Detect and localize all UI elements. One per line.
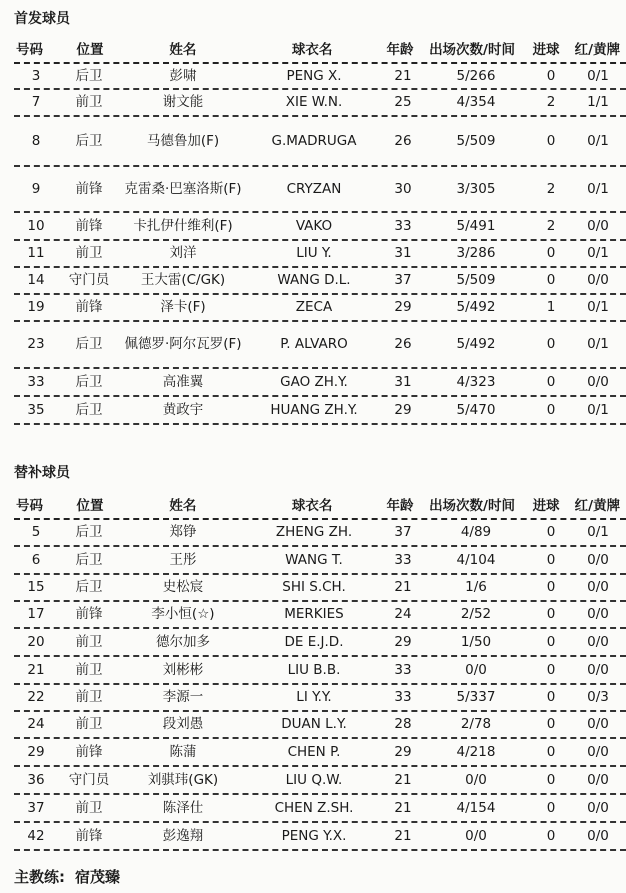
player-appearances: 2/78 (460, 716, 492, 732)
player-goals: 0 (546, 743, 556, 760)
table-row (14, 739, 626, 767)
player-shirt-name: CHEN Z.SH. (274, 799, 354, 816)
table-header (14, 38, 626, 64)
player-goals: 0 (546, 771, 556, 788)
player-age: 21 (394, 799, 412, 816)
player-goals: 2 (546, 94, 556, 110)
player-number: 8 (31, 132, 41, 149)
player-shirt-name: VAKO (295, 217, 333, 234)
player-name: 王大雷(C/GK) (140, 272, 226, 288)
player-shirt-name: LIU B.B. (287, 661, 341, 678)
player-cards: 1/1 (587, 94, 609, 110)
table-row (14, 547, 626, 575)
player-appearances: 0/0 (465, 771, 487, 788)
header-goals: 进球 (532, 497, 560, 514)
player-shirt-name: MERKIES (284, 606, 344, 622)
player-name: 刘彬彬 (162, 661, 204, 678)
player-age: 21 (394, 771, 412, 788)
player-number: 3 (31, 67, 41, 84)
player-shirt-name: LIU Y. (296, 245, 332, 261)
player-position: 前锋 (75, 217, 103, 234)
table-header (14, 494, 626, 520)
player-number: 22 (27, 689, 45, 705)
player-appearances: 2/52 (460, 606, 492, 622)
player-cards: 0/0 (587, 716, 609, 732)
table-row (14, 795, 626, 823)
table-row (14, 602, 626, 629)
player-age: 29 (394, 299, 412, 315)
player-shirt-name: SHI S.CH. (282, 579, 346, 595)
player-appearances: 5/509 (456, 272, 496, 288)
player-position: 前卫 (75, 689, 103, 705)
player-number: 11 (27, 245, 45, 261)
player-cards: 0/0 (587, 579, 609, 595)
player-age: 29 (394, 743, 412, 760)
player-appearances: 1/50 (460, 633, 492, 650)
player-goals: 0 (546, 401, 556, 418)
player-cards: 0/0 (587, 799, 609, 816)
table-row (14, 369, 626, 397)
player-appearances: 5/266 (456, 67, 496, 84)
player-goals: 0 (546, 551, 556, 568)
starters-title: 首发球员 (14, 11, 70, 27)
player-age: 25 (394, 94, 412, 110)
player-number: 23 (27, 336, 45, 352)
player-number: 14 (27, 272, 45, 288)
head-coach (14, 866, 130, 887)
header-position: 位置 (76, 41, 104, 58)
header-number: 号码 (16, 497, 43, 514)
player-number: 36 (27, 771, 45, 788)
player-shirt-name: PENG Y.X. (281, 827, 347, 844)
player-goals: 0 (546, 716, 556, 732)
player-age: 21 (394, 67, 412, 84)
player-name: 郑铮 (169, 524, 197, 540)
player-goals: 2 (546, 217, 556, 234)
header-appearances: 出场次数/时间 (429, 41, 515, 58)
player-cards: 0/0 (587, 272, 609, 288)
table-row (14, 117, 626, 167)
player-cards: 0/1 (587, 180, 609, 197)
player-position: 守门员 (68, 272, 110, 288)
player-age: 29 (394, 401, 412, 418)
player-age: 33 (394, 661, 412, 678)
player-appearances: 3/305 (456, 180, 496, 197)
player-age: 26 (394, 336, 412, 352)
player-cards: 0/1 (587, 299, 609, 315)
player-position: 守门员 (68, 771, 110, 788)
player-position: 后卫 (75, 401, 103, 418)
substitutes-table (14, 494, 626, 851)
player-name: 陈蒲 (169, 743, 197, 760)
player-cards: 0/0 (587, 551, 609, 568)
player-shirt-name: HUANG ZH.Y. (270, 401, 358, 418)
player-position: 前卫 (75, 245, 103, 261)
player-cards: 0/3 (587, 689, 609, 705)
player-position: 前卫 (75, 94, 103, 110)
player-position: 后卫 (75, 579, 103, 595)
player-goals: 0 (546, 689, 556, 705)
player-goals: 1 (546, 299, 556, 315)
player-goals: 0 (546, 827, 556, 844)
player-appearances: 5/492 (456, 336, 496, 352)
player-age: 33 (394, 551, 412, 568)
player-goals: 0 (546, 633, 556, 650)
player-position: 后卫 (75, 336, 103, 352)
player-goals: 0 (546, 661, 556, 678)
player-cards: 0/0 (587, 373, 609, 390)
player-name: 彭啸 (169, 67, 197, 84)
table-row (14, 520, 626, 547)
player-cards: 0/1 (587, 132, 609, 149)
table-row (14, 685, 626, 712)
player-position: 前锋 (75, 299, 103, 315)
player-goals: 0 (546, 524, 556, 540)
player-name: 卡扎伊什维利(F) (133, 217, 233, 234)
player-goals: 0 (546, 67, 556, 84)
player-shirt-name: ZECA (295, 299, 333, 315)
player-cards: 0/0 (587, 217, 609, 234)
player-name: 彭逸翔 (162, 827, 204, 844)
table-row (14, 657, 626, 685)
table-row (14, 167, 626, 213)
substitutes-title: 替补球员 (14, 465, 70, 481)
player-age: 29 (394, 633, 412, 650)
player-name: 谢文能 (162, 94, 204, 110)
header-position: 位置 (76, 497, 104, 514)
player-number: 9 (31, 180, 41, 197)
player-position: 后卫 (75, 551, 103, 568)
player-position: 后卫 (75, 373, 103, 390)
player-number: 37 (27, 799, 45, 816)
player-age: 24 (394, 606, 412, 622)
player-cards: 0/0 (587, 743, 609, 760)
header-goals: 进球 (532, 41, 560, 58)
player-shirt-name: WANG T. (285, 551, 343, 568)
player-number: 15 (27, 579, 45, 595)
player-cards: 0/0 (587, 633, 609, 650)
player-number: 29 (27, 743, 45, 760)
player-cards: 0/1 (587, 401, 609, 418)
player-cards: 0/1 (587, 67, 609, 84)
player-shirt-name: ZHENG ZH. (275, 524, 353, 540)
player-goals: 0 (546, 799, 556, 816)
player-shirt-name: GAO ZH.Y. (280, 373, 348, 390)
table-row (14, 241, 626, 268)
player-appearances: 4/154 (456, 799, 496, 816)
player-name: 李源一 (162, 689, 204, 705)
player-name: 马德鲁加(F) (146, 132, 220, 149)
table-row (14, 575, 626, 602)
player-shirt-name: LI Y.Y. (296, 689, 332, 705)
header-shirt-name: 球衣名 (291, 41, 333, 58)
player-goals: 0 (546, 373, 556, 390)
player-age: 37 (394, 272, 412, 288)
player-cards: 0/1 (587, 524, 609, 540)
table-row (14, 213, 626, 241)
player-age: 21 (394, 579, 412, 595)
player-name: 刘骐玮(GK) (147, 771, 219, 788)
player-position: 前卫 (75, 716, 103, 732)
player-name: 克雷桑·巴塞洛斯(F) (124, 180, 242, 197)
header-number: 号码 (16, 41, 43, 58)
player-position: 前卫 (75, 661, 103, 678)
player-name: 黄政宇 (162, 401, 204, 418)
player-number: 10 (27, 217, 45, 234)
header-name: 姓名 (169, 41, 197, 58)
player-age: 33 (394, 217, 412, 234)
player-appearances: 5/470 (456, 401, 496, 418)
player-number: 6 (31, 551, 41, 568)
player-appearances: 0/0 (465, 661, 487, 678)
header-age: 年龄 (386, 497, 414, 514)
player-position: 前锋 (75, 827, 103, 844)
player-appearances: 4/218 (456, 743, 496, 760)
player-shirt-name: XIE W.N. (285, 94, 343, 110)
player-cards: 0/0 (587, 661, 609, 678)
player-appearances: 5/509 (456, 132, 496, 149)
player-name: 李小恒(☆) (151, 606, 215, 622)
player-position: 后卫 (75, 524, 103, 540)
player-number: 21 (27, 661, 45, 678)
player-name: 泽卡(F) (160, 299, 206, 315)
player-goals: 2 (546, 180, 556, 197)
player-appearances: 4/354 (456, 94, 496, 110)
player-goals: 0 (546, 336, 556, 352)
player-cards: 0/0 (587, 606, 609, 622)
player-appearances: 4/89 (460, 524, 492, 540)
player-appearances: 5/492 (456, 299, 496, 315)
player-position: 后卫 (75, 132, 103, 149)
player-goals: 0 (546, 606, 556, 622)
header-name: 姓名 (169, 497, 197, 514)
player-shirt-name: WANG D.L. (277, 272, 351, 288)
player-name: 段刘愚 (162, 716, 204, 732)
player-name: 史松宸 (162, 579, 204, 595)
player-shirt-name: DE E.J.D. (284, 633, 344, 650)
player-number: 42 (27, 827, 45, 844)
table-row (14, 64, 626, 90)
player-name: 高准翼 (162, 373, 204, 390)
player-shirt-name: P. ALVARO (280, 336, 348, 352)
player-name: 刘洋 (169, 245, 197, 261)
player-age: 28 (394, 716, 412, 732)
header-age: 年龄 (386, 41, 414, 58)
table-row (14, 629, 626, 657)
player-appearances: 1/6 (465, 579, 487, 595)
player-shirt-name: PENG X. (286, 67, 342, 84)
player-position: 前锋 (75, 606, 103, 622)
player-number: 19 (27, 299, 45, 315)
player-age: 33 (394, 689, 412, 705)
player-number: 7 (31, 94, 41, 110)
player-cards: 0/1 (587, 245, 609, 261)
player-age: 37 (394, 524, 412, 540)
player-position: 后卫 (75, 67, 103, 84)
player-name: 佩德罗·阿尔瓦罗(F) (124, 336, 242, 352)
player-position: 前卫 (75, 633, 103, 650)
player-shirt-name: LIU Q.W. (285, 771, 343, 788)
table-row (14, 295, 626, 322)
player-goals: 0 (546, 245, 556, 261)
starters-table (14, 38, 626, 425)
player-cards: 0/0 (587, 827, 609, 844)
player-position: 前锋 (75, 743, 103, 760)
player-goals: 0 (546, 132, 556, 149)
player-goals: 0 (546, 272, 556, 288)
player-name: 陈泽仕 (162, 799, 204, 816)
table-row (14, 712, 626, 739)
player-appearances: 5/337 (456, 689, 496, 705)
player-age: 21 (394, 827, 412, 844)
player-appearances: 4/323 (456, 373, 496, 390)
table-row (14, 767, 626, 795)
player-appearances: 0/0 (465, 827, 487, 844)
table-row (14, 397, 626, 425)
table-row (14, 322, 626, 369)
player-appearances: 5/491 (456, 217, 496, 234)
player-number: 24 (27, 716, 45, 732)
player-age: 31 (394, 245, 412, 261)
coach-name: 宿茂臻 (75, 868, 121, 886)
player-age: 26 (394, 132, 412, 149)
player-age: 30 (394, 180, 412, 197)
player-number: 33 (27, 373, 45, 390)
coach-label: 主教练: (14, 868, 65, 886)
player-number: 5 (31, 524, 41, 540)
header-shirt-name: 球衣名 (291, 497, 333, 514)
header-appearances: 出场次数/时间 (429, 497, 515, 514)
player-shirt-name: CRYZAN (286, 180, 342, 197)
player-name: 德尔加多 (156, 633, 210, 650)
table-row (14, 823, 626, 851)
table-row (14, 268, 626, 295)
player-shirt-name: CHEN P. (287, 743, 341, 760)
player-age: 31 (394, 373, 412, 390)
player-appearances: 3/286 (456, 245, 496, 261)
player-cards: 0/1 (587, 336, 609, 352)
player-shirt-name: DUAN L.Y. (281, 716, 347, 732)
table-row (14, 90, 626, 117)
header-cards: 红/黄牌 (574, 497, 621, 514)
player-number: 20 (27, 633, 45, 650)
player-name: 王彤 (169, 551, 197, 568)
player-goals: 0 (546, 579, 556, 595)
player-cards: 0/0 (587, 771, 609, 788)
player-number: 35 (27, 401, 45, 418)
player-appearances: 4/104 (456, 551, 496, 568)
player-position: 前锋 (75, 180, 103, 197)
player-number: 17 (27, 606, 45, 622)
header-cards: 红/黄牌 (574, 41, 621, 58)
player-shirt-name: G.MADRUGA (271, 132, 357, 149)
player-position: 前卫 (75, 799, 103, 816)
